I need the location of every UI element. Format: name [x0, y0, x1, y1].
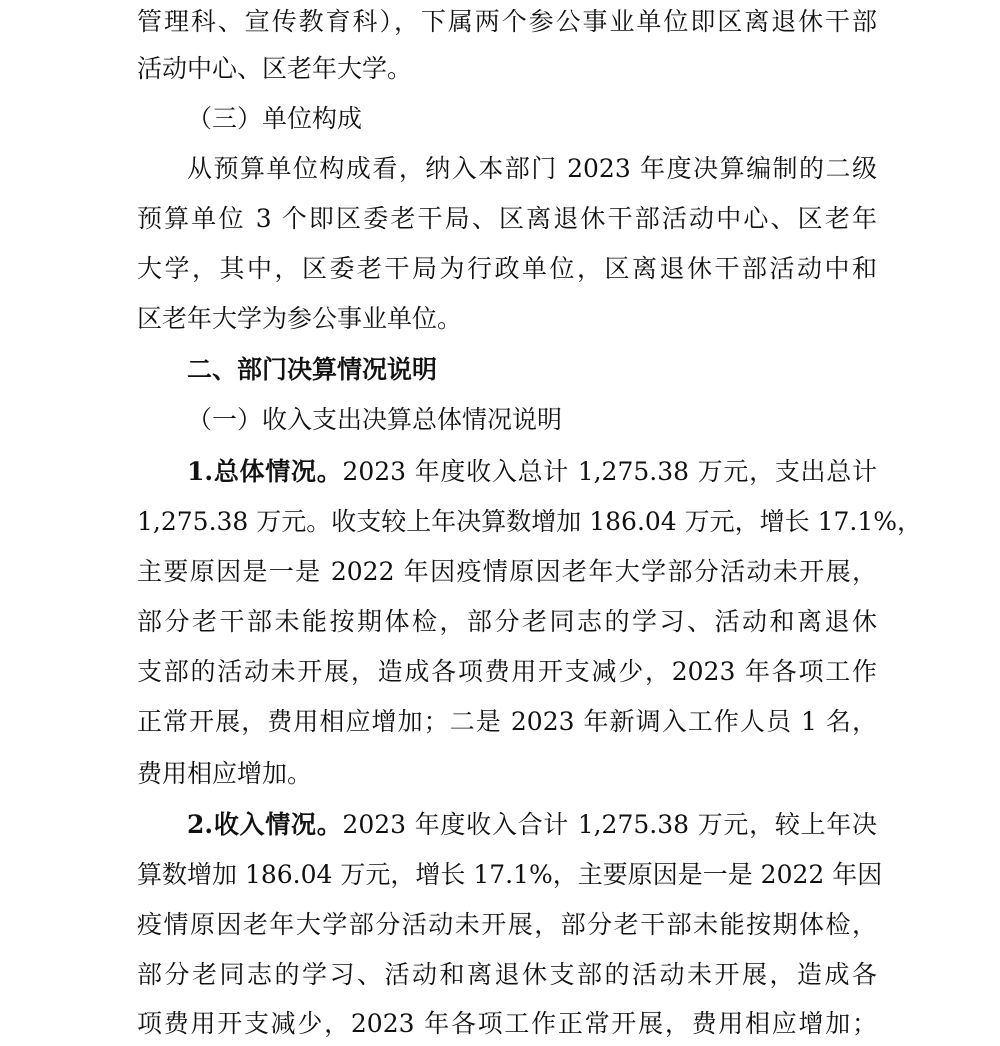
line-text: 活动中心、区老年大学。 [137, 54, 413, 83]
line-text: 区老年大学为参公事业单位。 [137, 304, 463, 333]
line-text: 1,275.38 万元。收支较上年决算数增加 186.04 万元，增长 17.1%， [137, 507, 923, 536]
subheading-text: （三）单位构成 [187, 104, 363, 133]
paragraph-line [137, 47, 877, 91]
line-text: 正常开展，费用相应增加；二是 2023 年新调入工作人员 1 名， [137, 707, 877, 736]
line-text: 部分老同志的学习、活动和离退休支部的活动未开展，造成各 [137, 960, 877, 989]
section-subheading [187, 398, 877, 442]
paragraph-line [137, 500, 923, 544]
paragraph-lead: 2.收入情况。 [187, 810, 343, 839]
paragraph-lead: 1.总体情况。 [187, 457, 343, 486]
line-text: 2023 年度收入合计 1,275.38 万元，较上年决 [342, 810, 877, 839]
subheading-text: （一）收入支出决算总体情况说明 [187, 405, 563, 434]
line-text: 支部的活动未开展，造成各项费用开支减少，2023 年各项工作 [137, 657, 877, 686]
paragraph-line [137, 953, 877, 997]
section-subheading [187, 97, 877, 141]
line-text: 部分老干部未能按期体检，部分老同志的学习、活动和离退休 [137, 607, 877, 636]
paragraph-line [137, 297, 877, 341]
paragraph-line [187, 450, 877, 494]
line-text: 主要原因是一是 2022 年因疫情原因老年大学部分活动未开展， [137, 557, 877, 586]
paragraph-line [137, 752, 877, 796]
paragraph-line [137, 1002, 877, 1046]
line-text: 预算单位 3 个即区委老干局、区离退休干部活动中心、区老年 [137, 204, 877, 233]
paragraph-line [137, 650, 877, 694]
paragraph-line [137, 0, 877, 44]
paragraph-line [187, 803, 877, 847]
paragraph-line [137, 550, 877, 594]
paragraph-line [137, 197, 877, 241]
line-text: 管理科、宣传教育科），下属两个参公事业单位即区离退休干部 [137, 7, 877, 36]
line-text: 项费用开支减少，2023 年各项工作正常开展，费用相应增加； [137, 1009, 877, 1038]
paragraph-line [137, 700, 877, 744]
paragraph-line [137, 247, 877, 291]
paragraph-line [137, 903, 877, 947]
heading-text: 二、部门决算情况说明 [187, 355, 438, 384]
line-text: 费用相应增加。 [137, 759, 313, 788]
paragraph-line [187, 147, 877, 191]
line-text: 疫情原因老年大学部分活动未开展，部分老干部未能按期体检， [137, 910, 877, 939]
paragraph-line [137, 853, 883, 897]
line-text: 算数增加 186.04 万元，增长 17.1%，主要原因是一是 2022 年因 [137, 860, 883, 889]
line-text: 2023 年度收入总计 1,275.38 万元，支出总计 [342, 457, 877, 486]
line-text: 大学，其中，区委老干局为行政单位，区离退休干部活动中和 [137, 254, 877, 283]
paragraph-line [137, 600, 877, 644]
line-text: 从预算单位构成看，纳入本部门 2023 年度决算编制的二级 [187, 154, 877, 183]
section-heading [187, 348, 877, 392]
